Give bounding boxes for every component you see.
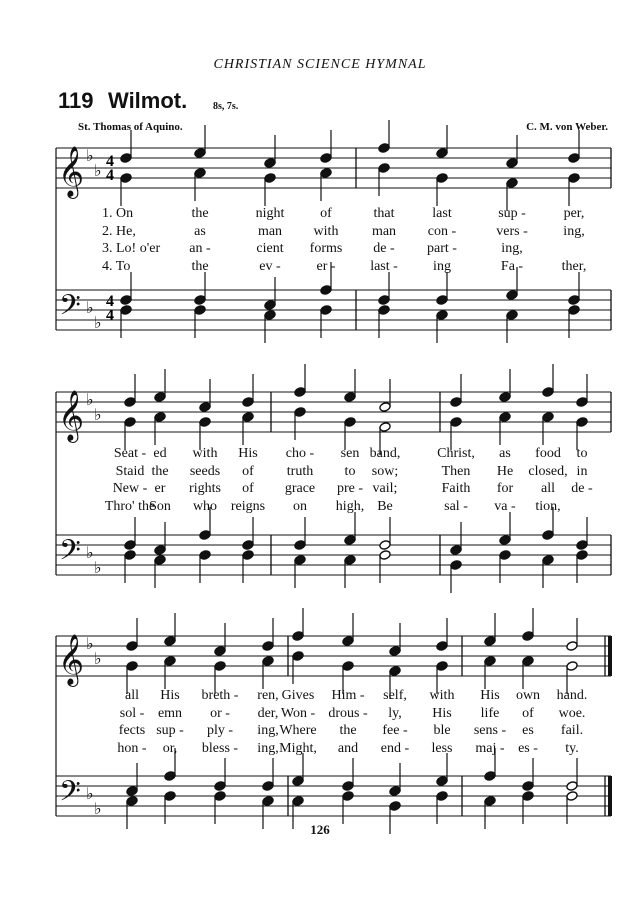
alto-note (522, 656, 534, 667)
lyric-syllable: of (320, 206, 332, 221)
verse-line (0, 723, 640, 741)
bass-note (522, 791, 534, 802)
alto-note (568, 173, 580, 184)
lyric-syllable: ply - (206, 723, 234, 738)
flat-icon: ♭ (86, 298, 94, 317)
verse-line (0, 464, 640, 482)
lyric-syllable: sow; (371, 463, 399, 479)
alto-note (436, 173, 448, 184)
tenor-note (262, 781, 274, 792)
lyric-syllable: Faith (441, 481, 471, 496)
flat-icon: ♭ (86, 634, 94, 653)
bass-note (379, 550, 391, 561)
lyric-syllable: sal - (444, 498, 468, 514)
lyric-syllable: sup - (156, 723, 184, 738)
soprano-note (194, 148, 206, 159)
alto-note (164, 656, 176, 667)
flat-icon: ♭ (86, 784, 94, 803)
tenor-note (242, 540, 254, 551)
alto-note (264, 173, 276, 184)
tenor-note (379, 540, 391, 551)
lyric-syllable: tion, (535, 498, 561, 514)
lyric-syllable: ly, (388, 705, 402, 721)
alto-note (499, 412, 511, 423)
lyric-syllable: ble (433, 723, 451, 738)
tenor-note (214, 781, 226, 792)
soprano-note (506, 158, 518, 169)
lyric-syllable: rights (189, 481, 221, 496)
lyric-syllable: per, (563, 206, 585, 221)
lyric-syllable: food (535, 446, 561, 461)
bass-note (576, 550, 588, 561)
lyric-syllable: vail; (372, 481, 398, 496)
soprano-note (164, 636, 176, 647)
tenor-note (292, 776, 304, 787)
lyric-syllable: truth (286, 463, 314, 479)
bass-note (342, 791, 354, 802)
tenor-note (484, 771, 496, 782)
flat-icon: ♭ (94, 799, 102, 818)
lyric-syllable: er (154, 481, 166, 496)
verse-line (0, 481, 640, 499)
tenor-note (499, 535, 511, 546)
treble-time-bottom: 4 (106, 167, 114, 184)
alto-note (379, 422, 391, 433)
lyric-syllable: Christ, (437, 446, 475, 461)
lyric-syllable: His (160, 688, 180, 703)
tenor-note (542, 530, 554, 541)
tenor-note (199, 530, 211, 541)
lyric-syllable: for (496, 481, 514, 496)
alto-note (566, 661, 578, 672)
lyric-syllable: life (480, 705, 500, 721)
verse-line (0, 224, 640, 242)
lyric-syllable: Staid (115, 463, 145, 479)
lyric-syllable: fail. (560, 723, 584, 738)
tenor-note (154, 545, 166, 556)
bass-note (542, 555, 554, 566)
lyric-syllable: vers - (496, 223, 528, 239)
lyric-syllable: woe. (558, 705, 586, 721)
tenor-note (342, 781, 354, 792)
lyric-syllable: 4. To (102, 258, 131, 274)
lyric-syllable: last (432, 206, 452, 221)
alto-note (214, 661, 226, 672)
bass-note (484, 796, 496, 807)
bass-note (262, 796, 274, 807)
lyric-syllable: ther, (561, 258, 587, 274)
alto-note (124, 417, 136, 428)
lyric-syllable: grace (284, 481, 316, 496)
lyric-syllable: fects (118, 723, 146, 738)
lyric-syllable: pre - (336, 481, 364, 496)
lyric-syllable: Son (149, 498, 171, 514)
lyric-syllable: Him - (331, 688, 365, 703)
lyric-syllable: sol - (119, 705, 145, 721)
soprano-note (264, 158, 276, 169)
lyric-syllable: seeds (189, 463, 221, 479)
lyric-syllable: ing, (257, 723, 279, 738)
hymn-number: 119 (58, 88, 94, 113)
alto-note (436, 661, 448, 672)
lyric-syllable: breth - (201, 688, 239, 703)
lyric-syllable: ren, (257, 688, 279, 703)
alto-note (320, 168, 332, 179)
soprano-note (379, 402, 391, 413)
lyric-syllable: Seat - (113, 446, 147, 461)
lyric-syllable: that (373, 206, 395, 221)
soprano-note (484, 636, 496, 647)
bass-note (264, 310, 276, 321)
lyric-syllable: part - (427, 241, 457, 256)
lyric-syllable: cho - (285, 446, 315, 461)
lyric-syllable: with (313, 223, 339, 239)
lyric-syllable: self, (383, 688, 407, 703)
lyric-syllable: as (499, 446, 511, 461)
soprano-note (126, 641, 138, 652)
bass-note (436, 310, 448, 321)
bass-note (164, 791, 176, 802)
lyric-syllable: the (339, 723, 357, 738)
tenor-note (378, 295, 390, 306)
tenor-note (436, 295, 448, 306)
lyric-syllable: as (194, 223, 206, 239)
tenor-note (389, 786, 401, 797)
soprano-note (320, 153, 332, 164)
bass-note (450, 560, 462, 571)
tenor-note (164, 771, 176, 782)
running-header: CHRISTIAN SCIENCE HYMNAL (213, 57, 427, 72)
bass-note (568, 305, 580, 316)
lyric-syllable: Fa - (500, 258, 524, 274)
lyric-syllable: sup - (498, 206, 526, 221)
lyric-syllable: man (371, 223, 397, 239)
bass-note (292, 796, 304, 807)
lyric-syllable: Gives (281, 688, 315, 703)
verse-line (0, 241, 640, 259)
verse-line (0, 259, 640, 277)
soprano-note (436, 641, 448, 652)
lyric-syllable: with (192, 446, 218, 461)
soprano-note (262, 641, 274, 652)
flat-icon: ♭ (94, 649, 102, 668)
lyric-syllable: end - (380, 740, 410, 756)
lyric-syllable: His (432, 705, 452, 721)
lyric-syllable: 1. On (102, 206, 134, 221)
alto-note (542, 412, 554, 423)
lyric-syllable: man (257, 223, 283, 239)
soprano-note (120, 153, 132, 164)
verse-line (0, 499, 640, 517)
lyric-syllable: ing (433, 258, 451, 274)
alto-note (484, 656, 496, 667)
lyric-syllable: de - (373, 241, 395, 256)
alto-note (378, 163, 390, 174)
soprano-note (199, 402, 211, 413)
soprano-note (292, 631, 304, 642)
soprano-note (242, 397, 254, 408)
tenor-note (576, 540, 588, 551)
soprano-note (436, 148, 448, 159)
lyric-syllable: New - (112, 481, 148, 496)
soprano-note (389, 646, 401, 657)
verse-line (0, 688, 640, 706)
words-credit: St. Thomas of Aquino. (78, 121, 183, 133)
soprano-note (344, 392, 356, 403)
flat-icon: ♭ (94, 161, 102, 180)
lyric-syllable: high, (335, 498, 365, 514)
alto-note (506, 178, 518, 189)
tenor-note (120, 295, 132, 306)
tenor-note (264, 300, 276, 311)
tenor-note (320, 285, 332, 296)
lyric-syllable: own (515, 688, 541, 703)
lyric-syllable: of (242, 481, 254, 496)
bass-note (214, 791, 226, 802)
lyric-syllable: an - (189, 241, 211, 256)
bass-time-top: 4 (106, 293, 114, 310)
lyric-syllable: fee - (382, 723, 408, 738)
alto-note (126, 661, 138, 672)
treble-clef-icon: 𝄞 (58, 146, 85, 197)
lyric-syllable: emn (157, 705, 183, 721)
tenor-note (506, 290, 518, 301)
tenor-note (344, 535, 356, 546)
lyric-syllable: reigns (230, 498, 266, 514)
bass-note (126, 796, 138, 807)
lyric-syllable: er - (316, 258, 336, 274)
flat-icon: ♭ (94, 313, 102, 332)
soprano-note (124, 397, 136, 408)
bass-clef-icon: 𝄢 (59, 775, 81, 815)
bass-note (194, 305, 206, 316)
lyric-syllable: sens - (473, 723, 507, 738)
lyric-syllable: der, (257, 705, 279, 721)
bass-note (389, 801, 401, 812)
lyric-syllable: ing, (563, 223, 585, 239)
treble-clef-icon: 𝄞 (58, 390, 85, 441)
soprano-note (450, 397, 462, 408)
lyric-syllable: on (293, 498, 307, 514)
tenor-note (126, 786, 138, 797)
bass-note (506, 310, 518, 321)
alto-note (342, 661, 354, 672)
lyric-syllable: and (337, 740, 359, 756)
lyric-syllable: ty. (565, 740, 579, 756)
soprano-note (499, 392, 511, 403)
alto-note (389, 666, 401, 677)
tenor-note (436, 776, 448, 787)
lyric-syllable: de - (571, 481, 593, 496)
bass-clef-icon: 𝄢 (59, 289, 81, 329)
alto-note (344, 417, 356, 428)
bass-note (294, 555, 306, 566)
bass-note (378, 305, 390, 316)
soprano-note (576, 397, 588, 408)
treble-clef-icon: 𝄞 (58, 634, 85, 685)
lyric-syllable: of (242, 463, 254, 479)
bass-note (344, 555, 356, 566)
lyric-syllable: who (192, 498, 218, 514)
alto-note (120, 173, 132, 184)
soprano-note (568, 153, 580, 164)
hymn-meter: 8s, 7s. (213, 101, 239, 112)
alto-note (262, 656, 274, 667)
tenor-note (522, 781, 534, 792)
verse-line (0, 741, 640, 759)
bass-note (436, 791, 448, 802)
lyric-syllable: to (344, 463, 356, 479)
verse-line (0, 706, 640, 724)
lyric-syllable: ed (153, 446, 167, 461)
alto-note (450, 417, 462, 428)
lyric-syllable: con - (427, 223, 457, 239)
treble-time-top: 4 (106, 153, 114, 170)
lyric-syllable: all (125, 688, 139, 703)
alto-note (194, 168, 206, 179)
tenor-note (450, 545, 462, 556)
lyric-syllable: the (151, 463, 169, 479)
flat-icon: ♭ (86, 543, 94, 562)
lyric-syllable: closed, (528, 463, 568, 479)
bass-clef-icon: 𝄢 (59, 534, 81, 574)
lyric-syllable: ing, (257, 740, 279, 756)
soprano-note (566, 641, 578, 652)
flat-icon: ♭ (94, 558, 102, 577)
lyric-syllable: ev - (259, 258, 281, 274)
lyric-syllable: of (522, 705, 534, 721)
lyric-syllable: Won - (280, 705, 316, 721)
lyric-syllable: Where (279, 723, 317, 738)
lyric-syllable: es - (518, 740, 538, 756)
page-number: 126 (310, 822, 330, 837)
bass-note (120, 305, 132, 316)
tenor-note (568, 295, 580, 306)
lyric-syllable: ing, (501, 241, 523, 256)
lyric-syllable: cient (256, 241, 284, 256)
lyric-syllable: His (238, 446, 258, 461)
lyric-syllable: the (191, 258, 209, 274)
bass-note (320, 305, 332, 316)
bass-note (124, 550, 136, 561)
lyric-syllable: all (541, 481, 555, 496)
alto-note (242, 412, 254, 423)
lyric-syllable: 3. Lo! o'er (102, 241, 161, 256)
lyric-syllable: bless - (201, 740, 239, 756)
soprano-note (342, 636, 354, 647)
soprano-note (378, 143, 390, 154)
hymn-title: Wilmot. (108, 88, 188, 113)
lyric-syllable: last - (370, 258, 398, 274)
lyric-syllable: forms (309, 241, 343, 256)
lyric-syllable: 2. He, (102, 223, 136, 239)
lyric-syllable: Might, (279, 740, 317, 756)
flat-icon: ♭ (94, 405, 102, 424)
lyric-syllable: sen (340, 446, 360, 461)
verse-line (0, 446, 640, 464)
lyric-syllable: in (576, 463, 588, 479)
tenor-note (566, 781, 578, 792)
tenor-note (194, 295, 206, 306)
bass-note (566, 791, 578, 802)
lyric-syllable: va - (494, 498, 516, 514)
bass-note (154, 555, 166, 566)
alto-note (576, 417, 588, 428)
lyric-syllable: less (431, 740, 453, 756)
alto-note (292, 651, 304, 662)
alto-note (294, 407, 306, 418)
bass-note (242, 550, 254, 561)
soprano-note (154, 392, 166, 403)
flat-icon: ♭ (86, 146, 94, 165)
lyric-syllable: maj - (475, 740, 505, 756)
bass-note (199, 550, 211, 561)
lyric-syllable: Thro' the (104, 498, 156, 514)
alto-note (154, 412, 166, 423)
lyric-syllable: the (191, 206, 209, 221)
soprano-note (542, 387, 554, 398)
lyric-syllable: band, (369, 446, 401, 461)
lyric-syllable: to (576, 446, 588, 461)
lyric-syllable: He (496, 463, 514, 479)
lyric-syllable: or, (162, 740, 178, 756)
tenor-note (294, 540, 306, 551)
lyric-syllable: night (255, 206, 285, 221)
lyric-syllable: hon - (117, 740, 147, 756)
bass-time-bottom: 4 (106, 307, 114, 324)
verse-line (0, 206, 640, 224)
lyric-syllable: Be (377, 498, 393, 514)
bass-note (499, 550, 511, 561)
lyric-syllable: hand. (556, 688, 588, 703)
soprano-note (522, 631, 534, 642)
lyric-syllable: Then (441, 463, 471, 479)
lyric-syllable: es (522, 723, 534, 738)
alto-note (199, 417, 211, 428)
lyric-syllable: drous - (328, 705, 368, 721)
soprano-note (294, 387, 306, 398)
soprano-note (214, 646, 226, 657)
lyric-syllable: with (429, 688, 455, 703)
tenor-note (124, 540, 136, 551)
lyric-syllable: His (480, 688, 500, 703)
lyric-syllable: or - (210, 705, 230, 721)
music-credit: C. M. von Weber. (526, 121, 608, 133)
flat-icon: ♭ (86, 390, 94, 409)
